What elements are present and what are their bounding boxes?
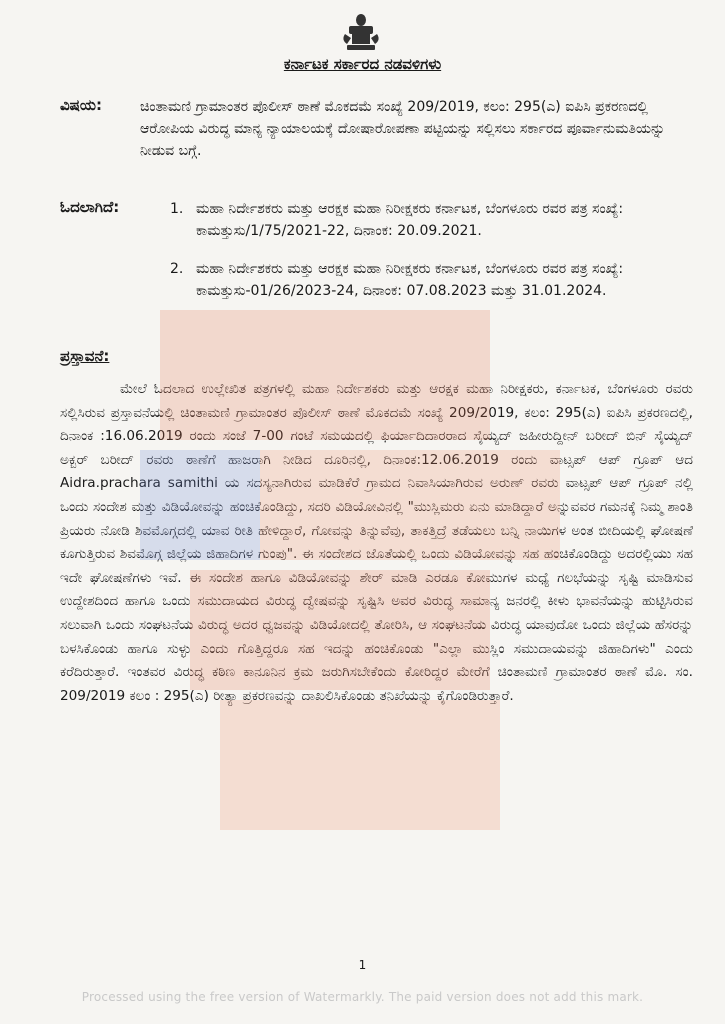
- reference-item: [170, 258, 690, 302]
- reference-item: [170, 198, 690, 242]
- reference-number: 1.: [170, 201, 184, 217]
- reference-text: ಮಹಾ ನಿರ್ದೇಶಕರು ಮತ್ತು ಆರಕ್ಷಕ ಮಹಾ ನಿರೀಕ್ಷಕರು ಕರ್ನಾಟಕ, ಬೆಂಗಳೂರು ರವರ ಪತ್ರ ಸಂಖ್ಯೆ: ಕಾಮತ್ತುಸು/1/75/2021-22, ದಿನಾಂಕ: 20.09.2021.: [196, 201, 624, 239]
- subject-text: ಚಿಂತಾಮಣಿ ಗ್ರಾಮಾಂತರ ಪೊಲೀಸ್ ಠಾಣೆ ಮೊಕದಮೆ ಸಂಖ್ಯೆ 209/2019, ಕಲಂ: 295(ಎ) ಐಪಿಸಿ ಪ್ರಕರಣದಲ್ಲಿ ಆರೋಪಿಯ ವಿರುದ್ಧ ಮಾನ್ಯ ನ್ಯಾಯಾಲಯಕ್ಕೆ ದೋಷಾರೋಪಣಾ ಪಟ್ಟಿಯನ್ನು ಸಲ್ಲಿಸಲು ಸರ್ಕಾರದ ಪೂರ್ವಾನುಮತಿಯನ್ನು ನೀಡುವ ಬಗ್ಗೆ.: [140, 99, 666, 159]
- subject-label: ವಿಷಯ:: [60, 96, 102, 114]
- preamble-heading: ಪ್ರಸ್ತಾವನೆ:: [60, 347, 110, 365]
- reference-number: 2.: [170, 261, 184, 277]
- document-title: ಕರ್ನಾಟಕ ಸರ್ಕಾರದ ನಡವಳಿಗಳು: [283, 55, 442, 73]
- references-label: ಓದಲಾಗಿದೆ:: [60, 198, 120, 216]
- reference-text: ಮಹಾ ನಿರ್ದೇಶಕರು ಮತ್ತು ಆರಕ್ಷಕ ಮಹಾ ನಿರೀಕ್ಷಕರು ಕರ್ನಾಟಕ, ಬೆಂಗಳೂರು ರವರ ಪತ್ರ ಸಂಖ್ಯೆ: ಕಾಮತ್ತುಸು-01/26/2023-24, ದಿನಾಂಕ: 07.08.2023 ಮತ್ತು 31.01.2024.: [196, 261, 624, 299]
- references-list: [170, 198, 690, 318]
- state-emblem-icon: [339, 12, 383, 54]
- watermark-text: Processed using the free version of Watermarkly. The paid version does not add this mark.: [81, 990, 644, 1004]
- preamble-paragraph: ಮೇಲೆ ಓದಲಾದ ಉಲ್ಲೇಖಿತ ಪತ್ರಗಳಲ್ಲಿ ಮಹಾ ನಿರ್ದೇಶಕರು ಮತ್ತು ಆರಕ್ಷಕ ಮಹಾ ನಿರೀಕ್ಷಕರು, ಕರ್ನಾಟಕ, ಬೆಂಗಳೂರು ರವರು ಸಲ್ಲಿಸಿರುವ ಪ್ರಸ್ತಾವನೆಯಲ್ಲಿ ಚಿಂತಾಮಣಿ ಗ್ರಾಮಾಂತರ ಪೊಲೀಸ್ ಠಾಣೆ ಮೊಕದಮೆ ಸಂಖ್ಯೆ 209/2019, ಕಲಂ: 295(ಎ) ಐಪಿಸಿ ಪ್ರಕರಣದಲ್ಲಿ, ದಿನಾಂಕ :16.06.2019 ರಂದು ಸಂಜೆ 7-00 ಗಂಟೆ ಸಮಯದಲ್ಲಿ ಫಿರ್ಯಾದಿದಾರರಾದ ಸೈಯ್ಯದ್ ಜಹೀರುದ್ದೀನ್ ಬರೀದ್ ಬಿನ್ ಸೈಯ್ಯದ್ ಅಕ್ಬರ್ ಬರೀದ್ ರವರು ಠಾಣೆಗೆ ಹಾಜರಾಗಿ ನೀಡಿದ ದೂರಿನಲ್ಲಿ, ದಿನಾಂಕ:12.06.2019 ರಂದು ವಾಟ್ಸಪ್ ಆಪ್ ಗ್ರೂಪ್ ಆದ Aidra.prachara samithi ಯ ಸದಸ್ಯನಾಗಿರುವ ಮಾಡಿಕೆರೆ ಗ್ರಾಮದ ನಿವಾಸಿಯಾಗಿರುವ ಅರುಣ್ ರವರು ವಾಟ್ಸಪ್ ಆಪ್ ಗ್ರೂಪ್ ನಲ್ಲಿ ಒಂದು ಸಂದೇಶ ಮತ್ತು ವಿಡಿಯೋವನ್ನು ಹಂಚಿಕೊಂಡಿದ್ದು, ಸದರಿ ವಿಡಿಯೋವಿನಲ್ಲಿ "ಮುಸ್ಲಿಮರು ಏನು ಮಾಡಿದ್ದಾರೆ ಅನ್ನುವವರ ಗಮನಕ್ಕೆ ನಿಮ್ಮ ಶಾಂತಿ ಪ್ರಿಯರು ನೋಡಿ ಶಿವಮೊಗ್ಗದಲ್ಲಿ ಯಾವ ರೀತಿ ಹೇಳಿದ್ದಾರೆ, ಗೋವನ್ನು ತಿನ್ನುವೆವು, ತಾಕತ್ತಿದ್ರೆ ತಡೆಯಲು ಬನ್ನಿ ನಾಯಿಗಳ ಅಂತ ಬೀದಿಯಲ್ಲಿ ಘೋಷಣೆ ಕೂಗುತ್ತಿರುವ ಶಿವಮೊಗ್ಗ ಜಿಲ್ಲೆಯ ಜಿಹಾದಿಗಳ ಗುಂಪು". ಈ ಸಂದೇಶದ ಜೊತೆಯಲ್ಲಿ ಒಂದು ವಿಡಿಯೋವನ್ನು ಸಹ ಹಂಚಿಕೊಂಡಿದ್ದು ಅದರಲ್ಲಿಯು ಸಹ ಇದೇ ಘೋಷಣೆಗಳು ಇವೆ. ಈ ಸಂದೇಶ ಹಾಗೂ ವಿಡಿಯೋವನ್ನು ಶೇರ್ ಮಾಡಿ ಎರಡೂ ಕೋಮುಗಳ ಮಧ್ಯೆ ಗಲಭೆಯನ್ನು ಸೃಷ್ಟಿ ಮಾಡಿಸುವ ಉದ್ದೇಶದಿಂದ ಹಾಗೂ ಒಂದು ಸಮುದಾಯದ ವಿರುದ್ಧ ದ್ವೇಷವನ್ನು ಸೃಷ್ಟಿಸಿ ಅವರ ವಿರುದ್ಧ ಸಾಮಾನ್ಯ ಜನರಲ್ಲಿ ಕೀಳು ಭಾವನೆಯನ್ನು ಹುಟ್ಟಿಸಿರುವ ಸಲುವಾಗಿ ಒಂದು ಸಂಘಟನೆಯ ವಿರುದ್ಧ ಅದರ ಧ್ವಜವನ್ನು ವಿಡಿಯೋದಲ್ಲಿ ತೋರಿಸಿ, ಆ ಸಂಘಟನೆಯ ವಿರುದ್ಧ ಯಾವುದೋ ಒಂದು ಜಿಲ್ಲೆಯ ಹೆಸರನ್ನು ಬಳಸಿಕೊಂಡು ಹಾಗೂ ಸುಳ್ಳು ಎಂದು ಗೊತ್ತಿದ್ದರೂ ಸಹ ಇದನ್ನು ಹಂಚಿಕೊಂಡು "ಎಲ್ಲಾ ಮುಸ್ಲಿಂ ಸಮುದಾಯವನ್ನು ಜಿಹಾದಿಗಳು" ಎಂದು ಕರೆದಿರುತ್ತಾರೆ. ಇಂತವರ ವಿರುದ್ಧ ಕಠಿಣ ಕಾನೂನಿನ ಕ್ರಮ ಜರುಗಿಸಬೇಕೆಂದು ಕೋರಿದ್ದರ ಮೇರೆಗೆ ಚಿಂತಾಮಣಿ ಗ್ರಾಮಾಂತರ ಠಾಣೆ ಮೊ. ಸಂ. 209/2019 ಕಲಂ : 295(ಎ) ರೀತ್ಯಾ ಪ್ರಕರಣವನ್ನು ದಾಖಲಿಸಿಕೊಂಡು ತನಿಖೆಯನ್ನು ಕೈಗೊಂಡಿರುತ್ತಾರೆ.: [60, 381, 693, 704]
- page-number: 1: [358, 958, 367, 972]
